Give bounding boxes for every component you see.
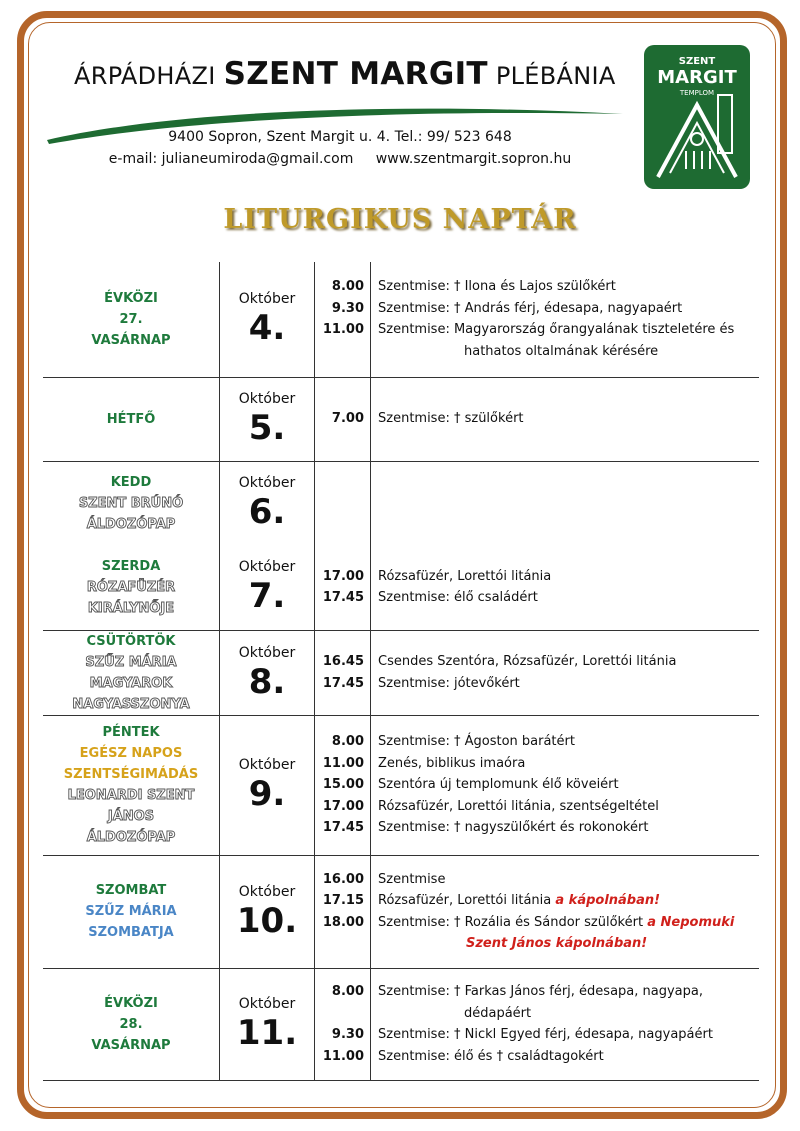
date-cell bbox=[220, 377, 315, 461]
day-label-cell bbox=[43, 715, 220, 855]
website-link[interactable]: www.szentmargit.sopron.hu bbox=[375, 151, 572, 167]
month-label: Október bbox=[238, 391, 296, 407]
day-label-cell bbox=[43, 855, 220, 968]
event-text bbox=[378, 912, 759, 934]
calendar-row bbox=[43, 262, 759, 377]
day-label: NAGYASSZONYA bbox=[72, 696, 190, 712]
event-description: Szentmise: Magyarország őrangyalának tiszteletére és bbox=[378, 322, 735, 338]
event-text bbox=[378, 1024, 759, 1046]
month-label: Október bbox=[238, 996, 296, 1012]
event-description: Szentmise: † Rozália és Sándor szülőkért bbox=[378, 914, 644, 930]
event-cell bbox=[371, 715, 760, 855]
title-prefix: ÁRPÁDHÁZI bbox=[74, 62, 216, 90]
day-label: PÉNTEK bbox=[102, 725, 160, 740]
month-label: Október bbox=[238, 475, 296, 492]
event-time: 9.30 bbox=[331, 1027, 364, 1042]
event-text bbox=[378, 1046, 759, 1068]
event-time: 17.00 bbox=[322, 568, 364, 584]
month-label: Október bbox=[238, 883, 296, 900]
month-label: Október bbox=[238, 757, 296, 773]
event-text-continued: dédapáért bbox=[464, 1005, 532, 1021]
event-cell bbox=[371, 968, 760, 1080]
event-text-continued: hathatos oltalmának kérésére bbox=[464, 343, 659, 359]
event-description: Rózsafüzér, Lorettói litánia bbox=[378, 568, 552, 584]
calendar-row bbox=[43, 461, 759, 545]
event-description: Szentmise: † Nickl Egyed férj, édesapa, nagyapáért bbox=[378, 1027, 713, 1042]
event-text bbox=[378, 276, 759, 298]
event-text bbox=[378, 566, 759, 588]
day-label: 28. bbox=[119, 1016, 143, 1032]
date-cell bbox=[220, 968, 315, 1080]
day-label: RÓZAFÜZÉR bbox=[86, 579, 176, 595]
day-label: CSÜTÖRTÖK bbox=[86, 633, 176, 649]
day-label: ÉVKÖZI bbox=[104, 290, 158, 306]
church-logo-icon bbox=[644, 45, 750, 189]
day-label-cell bbox=[43, 262, 220, 377]
time-cell bbox=[315, 461, 371, 545]
event-description: Szentmise: † nagyszülőkért és rokonokért bbox=[378, 820, 649, 836]
day-label: SZOMBAT bbox=[95, 883, 167, 898]
month-label: Október bbox=[238, 291, 296, 308]
event-text bbox=[378, 981, 759, 1003]
day-label: ÁLDOZÓPAP bbox=[86, 516, 176, 532]
date-cell bbox=[220, 630, 315, 715]
calendar-row bbox=[43, 630, 759, 715]
calendar-row bbox=[43, 968, 759, 1080]
event-time: 8.00 bbox=[331, 734, 364, 750]
title-suffix: PLÉBÁNIA bbox=[495, 62, 616, 90]
day-label-cell bbox=[43, 630, 220, 715]
day-label: 27. bbox=[119, 311, 143, 327]
email-link[interactable]: e-mail: julianeumiroda@gmail.com bbox=[108, 151, 354, 167]
day-number: 8. bbox=[248, 661, 286, 702]
event-time: 17.45 bbox=[322, 820, 364, 836]
event-text bbox=[378, 731, 759, 753]
event-cell bbox=[371, 545, 760, 630]
event-text bbox=[378, 587, 759, 609]
calendar-row bbox=[43, 377, 759, 461]
event-text bbox=[378, 817, 759, 839]
event-description: Szentóra új templomunk élő köveiért bbox=[378, 777, 619, 793]
event-time: 8.00 bbox=[331, 279, 364, 295]
day-label: KIRÁLYNŐJE bbox=[87, 600, 175, 616]
calendar-row bbox=[43, 855, 759, 968]
day-label: HÉTFŐ bbox=[106, 411, 156, 427]
day-number: 9. bbox=[248, 774, 286, 814]
event-time: 17.00 bbox=[322, 798, 364, 814]
event-time: 15.00 bbox=[322, 777, 364, 793]
event-description: Csendes Szentóra, Rózsafüzér, Lorettói litánia bbox=[378, 654, 677, 669]
event-description: Szentmise: † Farkas János férj, édesapa, nagyapa, bbox=[378, 984, 703, 999]
time-cell bbox=[315, 545, 371, 630]
event-text bbox=[378, 890, 759, 912]
logo-text-3: TEMPLOM bbox=[679, 89, 715, 97]
event-text bbox=[378, 408, 759, 430]
day-label: SZŰZ MÁRIA MAGYAROK bbox=[85, 654, 177, 691]
day-label: SZENTSÉGIMÁDÁS bbox=[63, 767, 199, 782]
calendar-heading: LITURGIKUS NAPTÁR bbox=[223, 204, 577, 235]
event-cell bbox=[371, 377, 760, 461]
date-cell bbox=[220, 715, 315, 855]
event-time: 7.00 bbox=[331, 411, 364, 427]
event-time: 17.45 bbox=[322, 590, 364, 606]
day-label-cell bbox=[43, 545, 220, 630]
month-label: Október bbox=[238, 644, 296, 661]
event-description: Zenés, biblikus imaóra bbox=[378, 755, 526, 771]
calendar-row bbox=[43, 715, 759, 855]
day-label-cell bbox=[43, 968, 220, 1080]
date-cell bbox=[220, 855, 315, 968]
time-cell bbox=[315, 855, 371, 968]
event-time: 18.00 bbox=[322, 914, 364, 930]
event-time: 8.00 bbox=[331, 984, 364, 999]
event-time: 16.00 bbox=[322, 871, 364, 887]
calendar-row bbox=[43, 545, 759, 630]
logo-text-2: MARGIT bbox=[657, 67, 737, 88]
day-number: 5. bbox=[248, 408, 286, 448]
day-label: VASÁRNAP bbox=[91, 1037, 171, 1053]
day-label: VASÁRNAP bbox=[91, 332, 171, 348]
time-cell bbox=[315, 377, 371, 461]
time-cell bbox=[315, 968, 371, 1080]
event-description: Szentmise: jótevőkért bbox=[378, 675, 520, 691]
event-cell bbox=[371, 262, 760, 377]
event-cell bbox=[371, 461, 760, 545]
day-label: SZŰZ MÁRIA bbox=[85, 904, 177, 919]
parish-contact bbox=[20, 151, 660, 167]
time-cell bbox=[315, 630, 371, 715]
event-text bbox=[378, 753, 759, 775]
event-time: 17.15 bbox=[322, 893, 364, 908]
day-number: 4. bbox=[248, 308, 286, 349]
event-text bbox=[378, 774, 759, 796]
event-text bbox=[378, 673, 759, 695]
event-text bbox=[378, 319, 759, 341]
event-description: Szentmise: † szülőkért bbox=[378, 411, 524, 427]
logo-text-1: SZENT bbox=[678, 56, 716, 67]
day-number: 7. bbox=[248, 576, 286, 617]
event-text bbox=[378, 869, 759, 891]
parish-address: 9400 Sopron, Szent Margit u. 4. Tel.: 99/ 523 648 bbox=[168, 129, 512, 145]
event-time: 9.30 bbox=[331, 300, 364, 316]
day-label: SZOMBATJA bbox=[88, 925, 174, 940]
day-label: KEDD bbox=[110, 474, 152, 490]
event-time: 11.00 bbox=[322, 755, 364, 771]
event-description: Rózsafüzér, Lorettói litánia bbox=[378, 893, 552, 908]
event-text bbox=[378, 651, 759, 673]
date-cell bbox=[220, 461, 315, 545]
day-label: EGÉSZ NAPOS bbox=[79, 746, 183, 761]
event-cell bbox=[371, 630, 760, 715]
location-note: a kápolnában! bbox=[555, 893, 661, 908]
day-label: SZERDA bbox=[101, 558, 161, 574]
day-label: ÁLDOZÓPAP bbox=[86, 830, 176, 845]
event-description: Szentmise: élő családért bbox=[378, 590, 538, 606]
event-time: 11.00 bbox=[322, 1048, 364, 1064]
event-description: Rózsafüzér, Lorettói litánia, szentségeltétel bbox=[378, 798, 659, 814]
event-text bbox=[378, 298, 759, 320]
day-number: 6. bbox=[248, 492, 286, 533]
event-description: Szentmise: † Ilona és Lajos szülőkért bbox=[378, 279, 616, 295]
time-cell bbox=[315, 715, 371, 855]
event-time: 17.45 bbox=[322, 675, 364, 691]
event-text bbox=[378, 796, 759, 818]
location-note: a Nepomuki bbox=[647, 914, 735, 930]
month-label: Október bbox=[238, 559, 296, 576]
event-description: Szentmise: † Ágoston barátért bbox=[378, 734, 575, 750]
event-text-continued: Szent János kápolnában! bbox=[466, 936, 648, 951]
day-label: SZENT BRÚNÓ bbox=[78, 495, 184, 511]
event-time: 16.45 bbox=[322, 654, 364, 669]
event-cell bbox=[371, 855, 760, 968]
parish-title bbox=[74, 56, 614, 92]
date-cell bbox=[220, 545, 315, 630]
day-number: 11. bbox=[236, 1013, 298, 1053]
title-main: SZENT MARGIT bbox=[223, 56, 488, 92]
day-label: ÉVKÖZI bbox=[104, 995, 158, 1011]
liturgical-calendar-table bbox=[43, 262, 759, 1081]
time-cell bbox=[315, 262, 371, 377]
day-number: 10. bbox=[236, 900, 298, 941]
date-cell bbox=[220, 262, 315, 377]
day-label-cell bbox=[43, 377, 220, 461]
event-description: Szentmise bbox=[378, 871, 446, 887]
event-description: Szentmise: élő és † családtagokért bbox=[378, 1048, 604, 1064]
event-description: Szentmise: † András férj, édesapa, nagyapaért bbox=[378, 300, 683, 316]
day-label: LEONARDI SZENT JÁNOS bbox=[67, 788, 195, 824]
event-time: 11.00 bbox=[322, 322, 364, 338]
day-label-cell bbox=[43, 461, 220, 545]
